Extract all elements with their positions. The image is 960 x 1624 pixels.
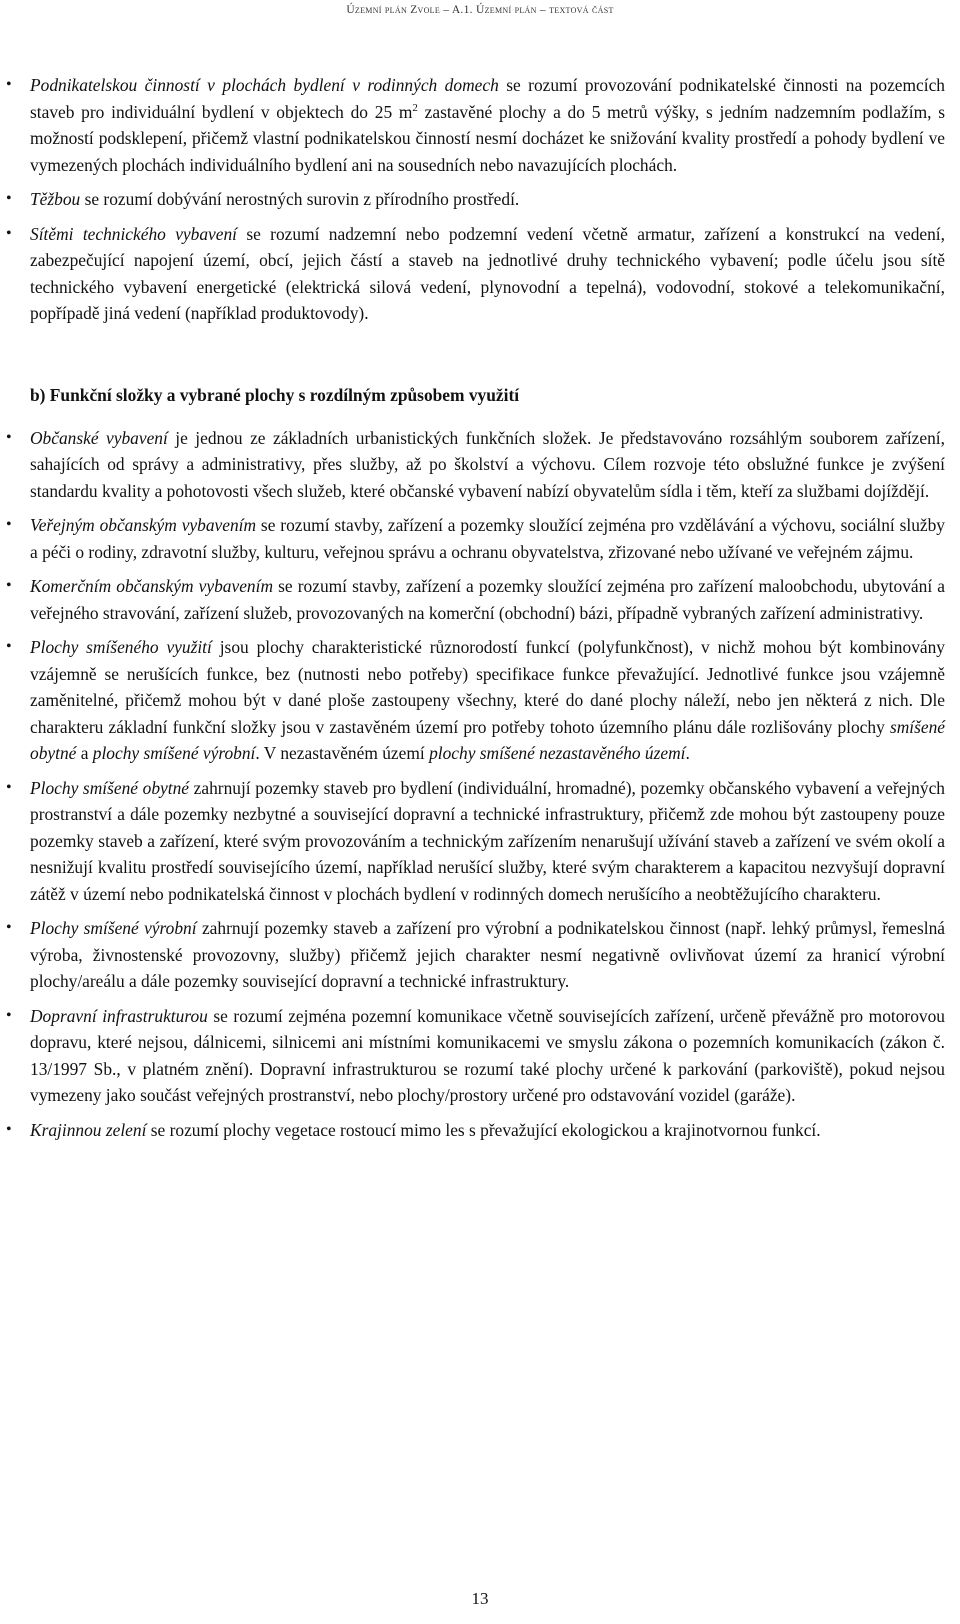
term: Těžbou [30,189,81,209]
running-header-text: Územní plán Zvole – A.1. Územní plán – textová část [346,4,614,16]
list-item [30,186,945,213]
term: Podnikatelskou činností v plochách bydlení v rodinných domech [30,75,499,95]
term: Komerčním občanským vybavením [30,576,274,596]
definition-text: se rozumí dobývání nerostných surovin z přírodního prostředí. [80,189,520,209]
definition-text: se rozumí plochy vegetace rostoucí mimo les s převažující ekologickou a krajinotvornou funkcí. [146,1119,821,1140]
list-item [30,915,945,995]
section-heading: b) Funkční složky a vybrané plochy s rozdílným způsobem využití [30,384,520,405]
definition-text: zastavěné plochy a do 5 metrů výšky, s jedním nadzemním podlažím, s možností podsklepení, přičemž vlastní podnikatelskou činností nesmí docházet ke snižování kvality prostředí a pohody bydlení ve vymezených plochách individuálního bydlení ani na sousedních nebo navazujících plochách. [30,101,945,175]
definition-text: se rozumí zejména pozemní komunikace včetně souvisejících zařízení, určeně převážně pro motorovou dopravu, které nejsou, dálnicemi, silnicemi ani místními komunikacemi ve smyslu zákona o pozemních komunikacích (zákon č. 13/1997 Sb., v platném znění). Dopravní infrastrukturou se rozumí také plochy určené k parkování (parkoviště), pokud nejsou vymezeny jako součást veřejných prostranství, nebo plochy/prostory určené pro odstavování vozidel (garáže). [30,1005,945,1105]
list-item [30,425,945,505]
term: plochy smíšené výrobní [92,743,256,763]
definition-text: zahrnují pozemky staveb pro bydlení (individuální, hromadné), pozemky občanského vybavení a veřejných prostranství a dále pozemky nezbytné a související dopravní a technické infrastruktury, přičemž zde mohou být zastoupeny pouze pozemky staveb a zařízení, které svým provozováním a technickým zařízením nenarušují užívání staveb a zařízení ve svém okolí a nesnižují kvalitu prostředí souvisejícího území, například nerušící služby, které svým charakterem a kapacitou nezvyšují dopravní zátěž v území nebo podnikatelská činnost v plochách bydlení v rodinných domech nerušícího a neobtěžujícího charakteru. [30,777,945,904]
term: plochy smíšené nezastavěného území [429,743,686,763]
term: Občanské vybavení [30,427,168,448]
definition-text: . [685,743,690,763]
definition-text: se rozumí stavby, zařízení a pozemky sloužící zejména pro vzdělávání a výchovu, sociální služby a péči o rodiny, zdravotní služby, kulturu, veřejnou správu a ochranu obyvatelstva, zřizované nebo užívané ve veřejném zájmu. [30,515,945,562]
definition-text: . V nezastavěném území [255,743,430,763]
term: Plochy smíšené výrobní [30,918,197,938]
definition-text: se rozumí provozování podnikatelské činnosti na pozemcích staveb pro individuální bydlení v objektech do 25 m [30,75,945,122]
page-body [30,72,945,1151]
superscript: 2 [412,101,418,114]
term: Krajinnou zelení [30,1119,147,1140]
list-item [30,573,945,626]
term: Plochy smíšeného využití [30,637,212,657]
list-item [30,634,945,767]
definition-text: se rozumí nadzemní nebo podzemní vedení včetně armatur, zařízení a konstrukcí na vedení, zabezpečující napojení území, obcí, jejich částí a staveb na jednotlivé druhy technického vybavení; podle účelu jsou sítě technického vybavení energetické (elektrická silová vedení, plynovodní a tepelná), vodovodní, stokové a telekomunikační, popřípadě jiná vedení (například produktovody). [30,223,945,323]
definition-text: se rozumí stavby, zařízení a pozemky sloužící zejména pro zařízení maloobchodu, ubytování a veřejného stravování, zařízení služeb, provozovaných na komerční (obchodní) bázi, případně vybraných zařízení administrativy. [30,576,945,623]
term: Dopravní infrastrukturou [30,1005,208,1026]
definition-text: je jednou ze základních urbanistických funkčních složek. Je představováno rozsáhlým souborem zařízení, sahajících od správy a administrativy, přes služby, až po školství a výchovu. Cílem rozvoje této obslužné funkce je zvýšení standardu kvality a pohotovosti všech služeb, které občanské vybavení nabízí obyvatelům sídla i těm, kteří za službami dojíždějí. [30,427,945,501]
list-item [30,1003,945,1109]
list-item [30,221,945,327]
list-item [30,1117,945,1144]
page-number: 13 [471,1589,489,1608]
term: Plochy smíšené obytné [30,777,189,798]
list-item [30,512,945,565]
list-item [30,72,945,178]
term: Veřejným občanským vybavením [30,515,257,535]
running-header [0,4,960,16]
definition-text: zahrnují pozemky staveb a zařízení pro výrobní a podnikatelskou činnost (např. lehký průmysl, řemeslná výroba, živnostenské provozovny, služby) přičemž jejich charakter nesmí negativně ovlivňovat území za hranicí výrobní plochy/areálu a dále pozemky související dopravní a technické infrastruktury. [30,918,946,991]
definition-text: a [76,743,93,763]
term: smíšené obytné [30,716,945,763]
term: Sítěmi technického vybavení [30,223,237,244]
definition-text: jsou plochy charakteristické různorodostí funkcí (polyfunkčnost), v nichž mohou být kombinovány vzájemně se nerušících funkce, bez (nutnosti nebo potřeby) specifikace funkce převažující. Jednotlivé funkce jsou vzájemně zaměnitelné, přičemž mohou být v dané ploše zastoupeny všechny, které do dané plochy náleží, nebo jen některá z nich. Dle charakteru základní funkční složky jsou v zastavěném území pro potřeby tohoto územního plánu dále rozlišovány plochy [30,637,946,737]
list-item [30,775,945,908]
